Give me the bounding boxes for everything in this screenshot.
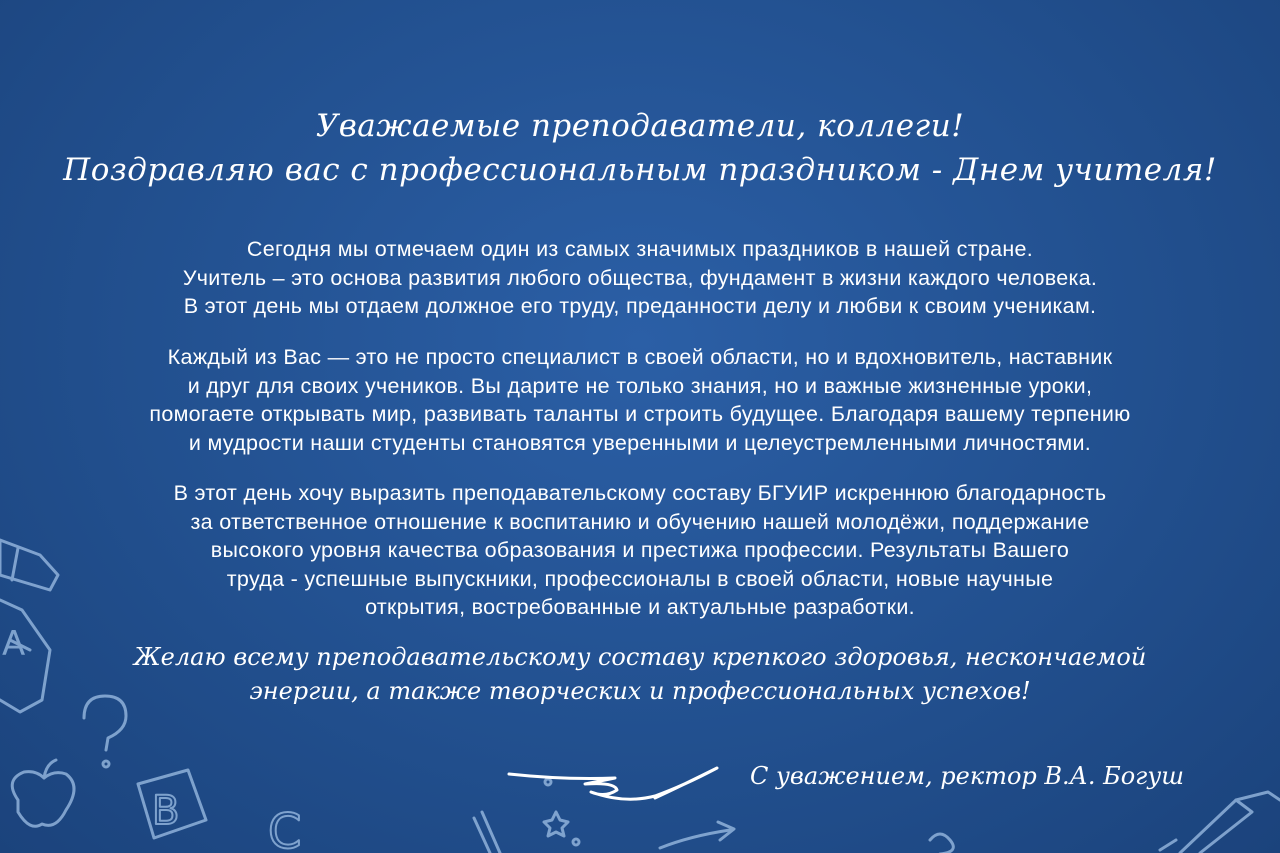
- paragraph-line: высокого уровня качества образования и престижа профессии. Результаты Вашего: [210, 538, 1070, 562]
- paragraph-line: за ответственное отношение к воспитанию и обучению нашей молодёжи, поддержание: [190, 509, 1090, 534]
- heading: [40, 104, 1240, 192]
- paragraph-line: Каждый из Вас — это не просто специалист в своей области, но и вдохновитель, наставник: [167, 345, 1113, 369]
- arrow-icon: [660, 822, 734, 848]
- signature: [505, 762, 720, 812]
- paragraph-3: [40, 479, 1240, 622]
- svg-text:A: A: [2, 624, 26, 664]
- heading-line-1: Уважаемые преподаватели, коллеги!: [315, 108, 965, 144]
- paragraph-line: и друг для своих учеников. Вы дарите не только знания, но и важные жизненные уроки,: [187, 373, 1093, 398]
- signoff: С уважением, ректор В.А. Богуш: [750, 762, 1184, 790]
- paragraph-2: [40, 343, 1240, 457]
- paragraph-line: труда - успешные выпускники, профессионалы в своей области, новые научные: [226, 566, 1054, 591]
- paragraph-line: помогаете открывать мир, развивать таланты и строить будущее. Благодаря вашему терпению: [149, 402, 1131, 426]
- svg-text:C: C: [268, 804, 302, 853]
- paragraph-1: [40, 235, 1240, 321]
- paragraph-line: Учитель – это основа развития любого общества, фундамент в жизни каждого человека.: [182, 265, 1098, 290]
- paragraph-line: открытия, востребованные и актуальные разработки.: [365, 595, 915, 619]
- paintbrush-icon: [1160, 792, 1280, 853]
- wish-line-1: Желаю всему преподавательскому составу крепкого здоровья, нескончаемой: [133, 643, 1147, 671]
- paragraph-line: Сегодня мы отмечаем один из самых значимых праздников в нашей стране.: [246, 237, 1034, 261]
- apple-icon: [12, 760, 74, 826]
- wish-text: [40, 640, 1240, 708]
- paragraph-line: В этот день мы отдаем должное его труду, преданности делу и любви к своим ученикам.: [183, 294, 1097, 318]
- paragraph-line: В этот день хочу выразить преподавательскому составу БГУИР искреннюю благодарность: [173, 481, 1107, 505]
- svg-text:B: B: [152, 788, 180, 834]
- letter-blocks-icon: [138, 770, 302, 853]
- heading-line-2: Поздравляю вас с профессиональным праздником - Днем учителя!: [63, 152, 1217, 188]
- paragraph-line: и мудрости наши студенты становятся уверенными и целеустремленными личностями.: [188, 430, 1092, 455]
- wish-line-2: энергии, а также творческих и профессиональных успехов!: [249, 677, 1031, 705]
